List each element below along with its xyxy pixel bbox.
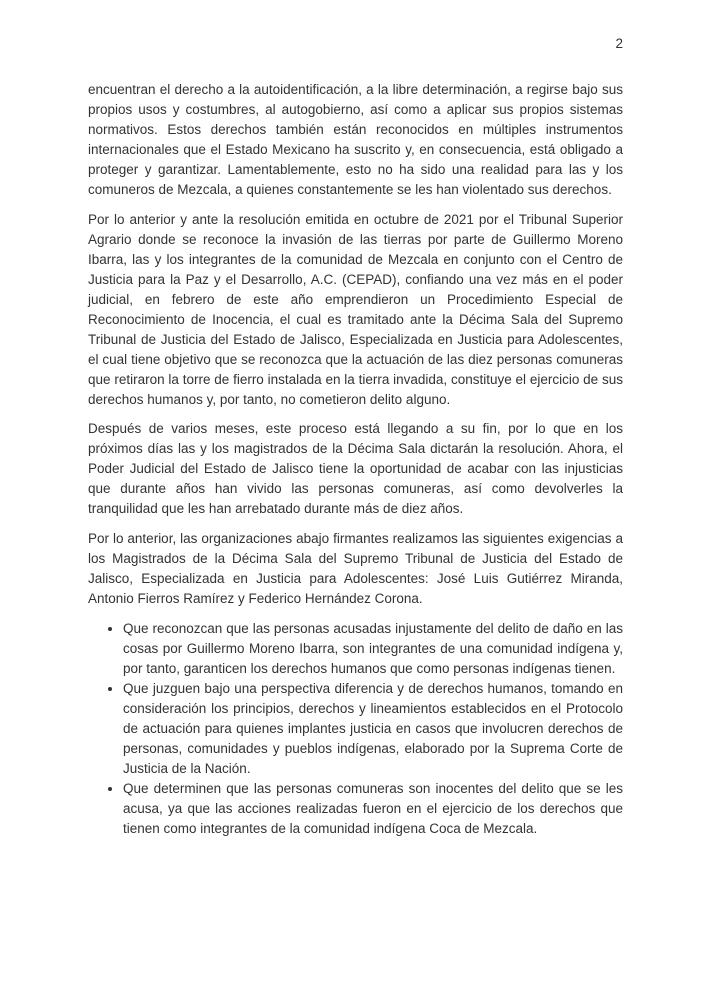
page-header [88,34,623,54]
demands-list [88,619,623,839]
paragraph-rights-recognition: encuentran el derecho a la autoidentificación, a la libre determinación, a regirse bajo sus propios usos y costumbres, al autogobierno, así como a aplicar sus propios sistemas normativos. Estos derechos también están reconocidos en múltiples instrumentos internacionales que el Estado Mexicano ha suscrito y, en consecuencia, está obligado a proteger y garantizar. Lamentablemente, esto no ha sido una realidad para las y los comuneros de Mezcala, a quienes constantemente se les han violentado sus derechos. [88,82,623,197]
page-number: 2 [615,36,623,51]
paragraph-tribunal-resolution: Por lo anterior y ante la resolución emitida en octubre de 2021 por el Tribunal Superior Agrario donde se reconoce la invasión de las tierras por parte de Guillermo Moreno Ibarra, las y los integrantes de la comunidad de Mezcala en conjunto con el Centro de Justicia para la Paz y el Desarrollo, A.C. (CEPAD), confiando una vez más en el poder judicial, en febrero de este año emprendieron un Procedimiento Especial de Reconocimiento de Inocencia, el cual es tramitado ante la Décima Sala del Supremo Tribunal de Justicia del Estado de Jalisco, Especializada en Justicia para Adolescentes, el cual tiene objetivo que se reconozca que la actuación de las diez personas comuneras que retiraron la torre de fierro instalada en la tierra invadida, constituye el ejercicio de sus derechos humanos y, por tanto, no cometieron delito alguno. [88,211,623,407]
paragraph-process-ending: Después de varios meses, este proceso está llegando a su fin, por lo que en los próximos días las y los magistrados de la Décima Sala dictarán la resolución. Ahora, el Poder Judicial del Estado de Jalisco tiene la oportunidad de acabar con las injusticias que durante años han vivido las personas comuneras, así como devolverles la tranquilidad que les han arrebatado durante más de diez años. [88,421,623,516]
demand-item-declare-innocent: • Que determinen que las personas comuneras son inocentes del delito que se les acusa, ya que las acciones realizadas fueron en el ejercicio de los derechos que tienen como integrantes de la comunidad indígena Coca de Mezcala. [123,779,623,839]
demand-item-recognize-indigenous: • Que reconozcan que las personas acusadas injustamente del delito de daño en las cosas por Guillermo Moreno Ibarra, son integrantes de una comunidad indígena y, por tanto, garanticen los derechos humanos que como personas indígenas tienen. [123,619,623,679]
document-body [88,80,623,839]
demand-item-judge-perspective: • Que juzguen bajo una perspectiva diferencia y de derechos humanos, tomando en consideración los principios, derechos y lineamientos establecidos en el Protocolo de actuación para quienes implantes justicia en casos que involucren derechos de personas, comunidades y pueblos indígenas, elaborado por la Suprema Corte de Justicia de la Nación. [123,679,623,779]
paragraph-demands-intro: Por lo anterior, las organizaciones abajo firmantes realizamos las siguientes exigencias a los Magistrados de la Décima Sala del Supremo Tribunal de Justicia del Estado de Jalisco, Especializada en Justicia para Adolescentes: José Luis Gutiérrez Miranda, Antonio Fierros Ramírez y Federico Hernández Corona. [88,530,623,606]
